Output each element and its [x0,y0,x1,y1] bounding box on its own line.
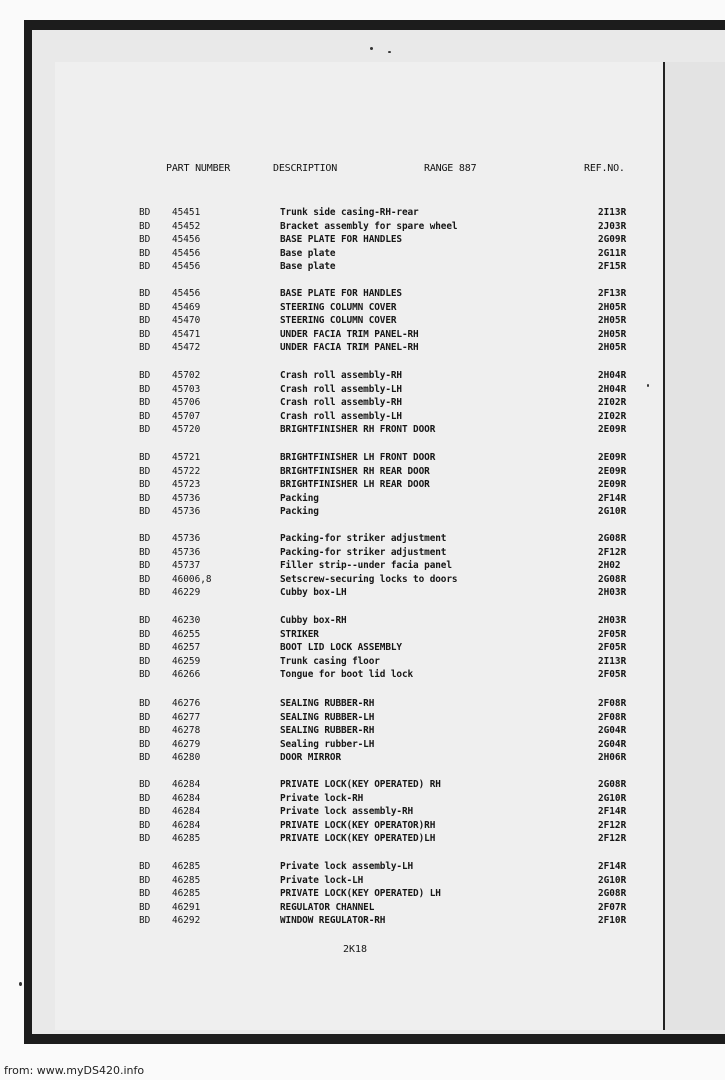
ref-number: 2F05R [598,669,627,681]
ref-number: 2H03R [598,615,627,626]
part-description: Base plate [280,261,336,273]
ref-number: 2F12R [598,819,627,831]
part-prefix: BD [139,587,151,599]
part-prefix: BD [139,711,151,723]
part-prefix: BD [139,234,151,246]
part-number: 45451 [172,207,201,218]
ref-number: 2H05R [598,301,627,313]
part-number: 45456 [172,234,201,246]
table-row [0,546,725,559]
part-number: 45736 [172,533,201,544]
part-description: Packing-for striker adjustment [280,533,447,544]
part-prefix: BD [139,479,151,491]
part-prefix: BD [139,424,151,436]
part-prefix: BD [139,315,151,327]
part-prefix: BD [139,247,151,259]
part-number: 46279 [172,738,201,750]
table-row [0,792,725,805]
part-description: Private lock-RH [280,792,364,804]
part-number: 45469 [172,301,201,313]
part-number: 46284 [172,806,201,818]
part-number: 45702 [172,370,201,381]
ref-number: 2G08R [598,888,627,900]
part-prefix: BD [139,779,151,790]
part-description: Packing [280,506,319,518]
ref-number: 2G11R [598,247,627,259]
table-row [0,287,725,300]
part-description: STEERING COLUMN COVER [280,301,397,313]
table-row [0,586,725,599]
table-row [0,233,725,246]
ref-number: 2F12R [598,833,627,845]
table-row [0,832,725,845]
part-number: 45703 [172,383,201,395]
table-row [0,220,725,233]
table-row [0,410,725,423]
table-row [0,860,725,873]
ref-number: 2F05R [598,628,627,640]
part-number: 45471 [172,328,201,340]
ref-number: 2F13R [598,288,627,299]
part-number: 46259 [172,655,201,667]
part-prefix: BD [139,669,151,681]
part-description: BRIGHTFINISHER RH FRONT DOOR [280,424,436,436]
table-row [0,805,725,818]
part-number: 46257 [172,642,201,654]
part-description: DOOR MIRROR [280,752,341,764]
part-prefix: BD [139,261,151,273]
part-prefix: BD [139,573,151,585]
table-row [0,573,725,586]
part-description: Base plate [280,247,336,259]
table-row [0,369,725,382]
part-description: BASE PLATE FOR HANDLES [280,288,402,299]
part-description: Filler strip--under facia panel [280,560,452,572]
ref-number: 2H05R [598,342,627,354]
table-row [0,887,725,900]
part-prefix: BD [139,301,151,313]
ref-number: 2I02R [598,410,627,422]
part-description: PRIVATE LOCK(KEY OPERATOR)RH [280,819,436,831]
part-description: Crash roll assembly-RH [280,397,402,409]
part-number: 45456 [172,247,201,259]
table-row [0,874,725,887]
part-prefix: BD [139,874,151,886]
part-prefix: BD [139,207,151,218]
ref-number: 2F10R [598,915,627,927]
part-prefix: BD [139,888,151,900]
part-description: Packing [280,492,319,504]
part-description: Setscrew-securing locks to doors [280,573,458,585]
table-row [0,532,725,545]
table-row [0,260,725,273]
part-number: 46266 [172,669,201,681]
watermark-text: from: www.myDS420.info [4,1064,145,1077]
header-ref-no: REF.NO. [584,163,625,174]
part-description: BOOT LID LOCK ASSEMBLY [280,642,402,654]
part-number: 46291 [172,901,201,913]
table-row [0,492,725,505]
part-description: REGULATOR CHANNEL [280,901,375,913]
speck [388,51,391,53]
table-row [0,505,725,518]
part-number: 46284 [172,792,201,804]
table-row [0,655,725,668]
table-row [0,711,725,724]
part-number: 46285 [172,861,201,872]
ref-number: 2F08R [598,698,627,709]
ref-number: 2E09R [598,452,627,463]
table-row [0,383,725,396]
part-description: Crash roll assembly-LH [280,383,402,395]
part-description: Trunk side casing-RH-rear [280,207,419,218]
table-row [0,614,725,627]
table-row [0,628,725,641]
table-row [0,724,725,737]
part-number: 46255 [172,628,201,640]
ref-number: 2F14R [598,861,627,872]
ref-number: 2G08R [598,573,627,585]
part-description: UNDER FACIA TRIM PANEL-RH [280,342,419,354]
part-prefix: BD [139,642,151,654]
part-description: BRIGHTFINISHER RH REAR DOOR [280,465,430,477]
ref-number: 2H04R [598,383,627,395]
part-prefix: BD [139,383,151,395]
table-row [0,668,725,681]
ref-number: 2E09R [598,479,627,491]
part-number: 46278 [172,725,201,737]
ref-number: 2I13R [598,207,627,218]
part-prefix: BD [139,397,151,409]
ref-number: 2G10R [598,792,627,804]
part-prefix: BD [139,452,151,463]
ref-number: 2G08R [598,779,627,790]
ref-number: 2G10R [598,506,627,518]
part-description: PRIVATE LOCK(KEY OPERATED) RH [280,779,441,790]
part-number: 46277 [172,711,201,723]
part-number: 45736 [172,492,201,504]
part-prefix: BD [139,615,151,626]
part-number: 45470 [172,315,201,327]
part-number: 45720 [172,424,201,436]
part-description: SEALING RUBBER-RH [280,698,375,709]
part-prefix: BD [139,725,151,737]
table-row [0,301,725,314]
part-prefix: BD [139,752,151,764]
ref-number: 2F14R [598,806,627,818]
part-prefix: BD [139,806,151,818]
part-description: Private lock-LH [280,874,364,886]
part-number: 45721 [172,452,201,463]
part-prefix: BD [139,220,151,232]
ref-number: 2F12R [598,546,627,558]
ref-number: 2G08R [598,533,627,544]
ref-number: 2F08R [598,711,627,723]
part-description: STEERING COLUMN COVER [280,315,397,327]
table-row [0,559,725,572]
part-prefix: BD [139,370,151,381]
part-prefix: BD [139,492,151,504]
part-description: Bracket assembly for spare wheel [280,220,458,232]
part-description: Cubby box-RH [280,615,347,626]
part-description: WINDOW REGULATOR-RH [280,915,386,927]
ref-number: 2I13R [598,655,627,667]
table-row [0,697,725,710]
ref-number: 2H05R [598,315,627,327]
part-description: Sealing rubber-LH [280,738,375,750]
ref-number: 2F14R [598,492,627,504]
ref-number: 2H03R [598,587,627,599]
part-number: 45723 [172,479,201,491]
part-number: 45456 [172,288,201,299]
table-row [0,914,725,927]
part-number: 46006,8 [172,573,212,585]
part-description: Private lock assembly-LH [280,861,414,872]
part-number: 46284 [172,819,201,831]
part-number: 46292 [172,915,201,927]
part-prefix: BD [139,546,151,558]
part-description: Crash roll assembly-LH [280,410,402,422]
ref-number: 2F15R [598,261,627,273]
part-number: 45722 [172,465,201,477]
part-number: 45736 [172,546,201,558]
part-number: 46280 [172,752,201,764]
ref-number: 2H02 [598,560,621,572]
ref-number: 2E09R [598,424,627,436]
part-prefix: BD [139,560,151,572]
table-row [0,341,725,354]
ref-number: 2G04R [598,725,627,737]
part-prefix: BD [139,901,151,913]
table-row [0,465,725,478]
table-row [0,751,725,764]
ref-number: 2G10R [598,874,627,886]
table-row [0,778,725,791]
part-number: 46285 [172,888,201,900]
part-prefix: BD [139,655,151,667]
table-row [0,328,725,341]
part-prefix: BD [139,792,151,804]
ref-number: 2H06R [598,752,627,764]
speck [370,47,373,50]
ref-number: 2E09R [598,465,627,477]
part-prefix: BD [139,915,151,927]
part-description: SEALING RUBBER-RH [280,725,375,737]
speck [19,982,22,986]
part-description: Private lock assembly-RH [280,806,414,818]
part-prefix: BD [139,342,151,354]
part-prefix: BD [139,410,151,422]
part-description: PRIVATE LOCK(KEY OPERATED) LH [280,888,441,900]
part-number: 46284 [172,779,201,790]
table-row [0,738,725,751]
part-number: 46276 [172,698,201,709]
table-row [0,206,725,219]
header-range: RANGE 887 [424,163,477,174]
part-description: Cubby box-LH [280,587,347,599]
ref-number: 2G09R [598,234,627,246]
part-number: 45452 [172,220,201,232]
part-number: 45706 [172,397,201,409]
part-number: 46285 [172,874,201,886]
table-row [0,247,725,260]
part-number: 45737 [172,560,201,572]
table-row [0,451,725,464]
part-prefix: BD [139,698,151,709]
part-prefix: BD [139,506,151,518]
part-description: PRIVATE LOCK(KEY OPERATED)LH [280,833,436,845]
part-prefix: BD [139,288,151,299]
part-number: 46285 [172,833,201,845]
part-prefix: BD [139,533,151,544]
table-row [0,423,725,436]
table-row [0,641,725,654]
part-description: STRIKER [280,628,319,640]
part-number: 45707 [172,410,201,422]
ref-number: 2H05R [598,328,627,340]
part-description: SEALING RUBBER-LH [280,711,375,723]
part-description: BRIGHTFINISHER LH REAR DOOR [280,479,430,491]
part-prefix: BD [139,738,151,750]
part-number: 45736 [172,506,201,518]
part-number: 46229 [172,587,201,599]
part-prefix: BD [139,628,151,640]
part-description: Trunk casing floor [280,655,380,667]
page-number: 2K18 [343,944,368,955]
part-prefix: BD [139,819,151,831]
part-prefix: BD [139,328,151,340]
part-prefix: BD [139,833,151,845]
ref-number: 2J03R [598,220,627,232]
table-row [0,314,725,327]
part-description: UNDER FACIA TRIM PANEL-RH [280,328,419,340]
part-description: Tongue for boot lid lock [280,669,414,681]
part-description: BRIGHTFINISHER LH FRONT DOOR [280,452,436,463]
table-row [0,478,725,491]
part-number: 45456 [172,261,201,273]
part-number: 46230 [172,615,201,626]
ref-number: 2I02R [598,397,627,409]
part-description: BASE PLATE FOR HANDLES [280,234,402,246]
table-row [0,819,725,832]
part-description: Packing-for striker adjustment [280,546,447,558]
part-prefix: BD [139,465,151,477]
ref-number: 2G04R [598,738,627,750]
table-row [0,901,725,914]
ref-number: 2F07R [598,901,627,913]
table-row [0,396,725,409]
ref-number: 2F05R [598,642,627,654]
header-part-number: PART NUMBER [166,163,231,174]
part-description: Crash roll assembly-RH [280,370,402,381]
header-description: DESCRIPTION [273,163,338,174]
part-prefix: BD [139,861,151,872]
ref-number: 2H04R [598,370,627,381]
part-number: 45472 [172,342,201,354]
